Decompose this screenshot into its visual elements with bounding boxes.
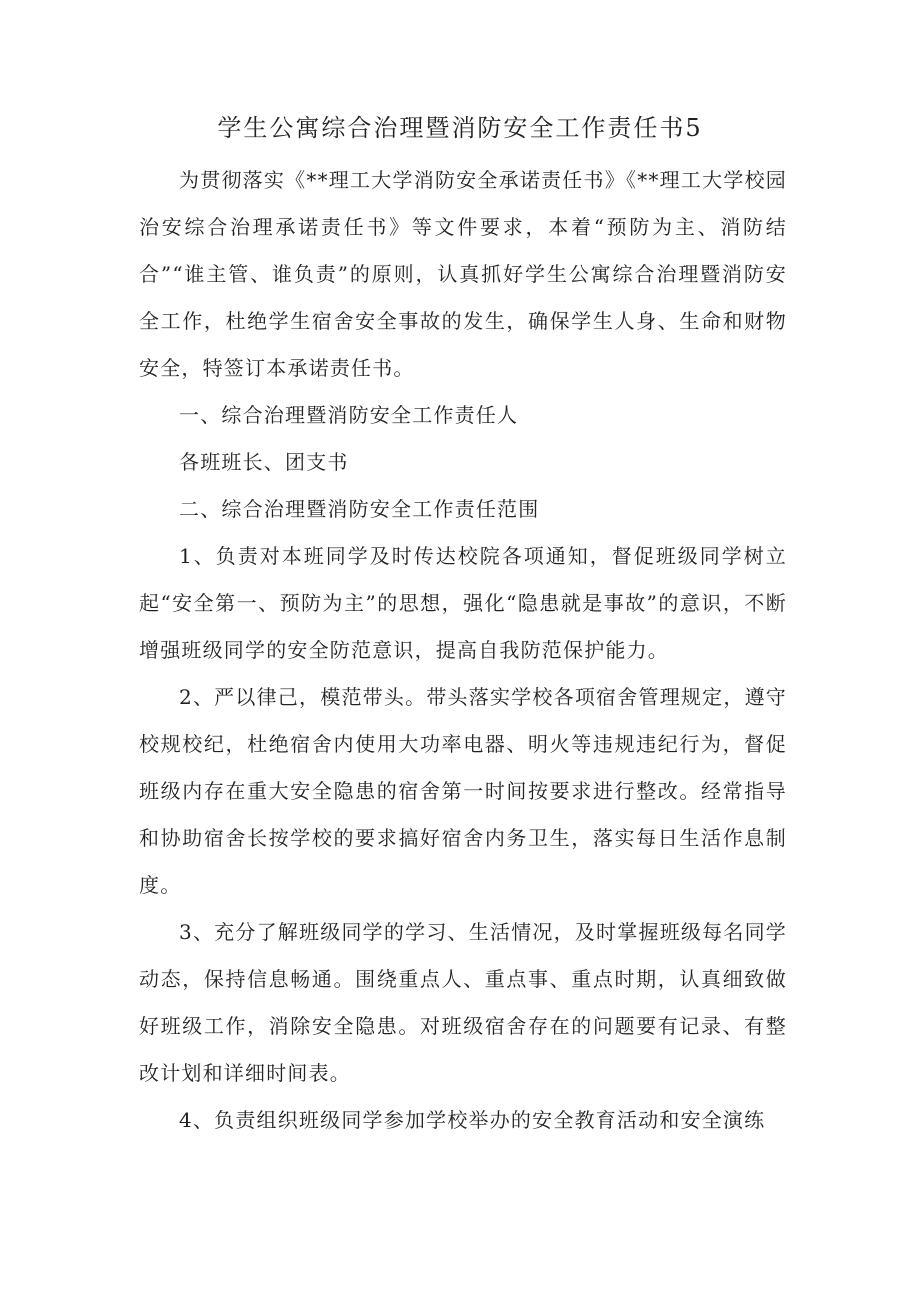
document-body	[139, 157, 787, 1144]
paragraph-item-4: 4、负责组织班级同学参加学校举办的安全教育活动和安全演练	[179, 1108, 766, 1132]
document-title: 学生公寓综合治理暨消防安全工作责任书5	[217, 114, 703, 142]
paragraph-item-1: 1、负责对本班同学及时传达校院各项通知，督促班级同学树立起“安全第一、预防为主”的思想，强化“隐患就是事故”的意识，不断增强班级同学的安全防范意识，提高自我防范保护能力。	[139, 544, 787, 662]
section-heading-responsibility-scope: 二、综合治理暨消防安全工作责任范围	[179, 497, 540, 521]
paragraph-intro: 为贯彻落实《**理工大学消防安全承诺责任书》《**理工大学校园治安综合治理承诺责任书》等文件要求，本着“预防为主、消防结合”“谁主管、谁负责”的原则，认真抓好学生公寓综合治理暨消防安全工作，杜绝学生宿舍安全事故的发生，确保学生人身、生命和财物安全，特签订本承诺责任书。	[139, 168, 787, 380]
section-heading-responsible-person: 一、综合治理暨消防安全工作责任人	[179, 403, 519, 427]
paragraph-responsible-persons: 各班班长、团支书	[179, 450, 349, 474]
paragraph-item-3: 3、充分了解班级同学的学习、生活情况，及时掌握班级每名同学动态，保持信息畅通。围绕重点人、重点事、重点时期，认真细致做好班级工作，消除安全隐患。对班级宿舍存在的问题要有记录、有整改计划和详细时间表。	[139, 920, 787, 1085]
paragraph-item-2: 2、严以律己，模范带头。带头落实学校各项宿舍管理规定，遵守校规校纪，杜绝宿舍内使用大功率电器、明火等违规违纪行为，督促班级内存在重大安全隐患的宿舍第一时间按要求进行整改。经常指导和协助宿舍长按学校的要求搞好宿舍内务卫生，落实每日生活作息制度。	[139, 685, 787, 897]
